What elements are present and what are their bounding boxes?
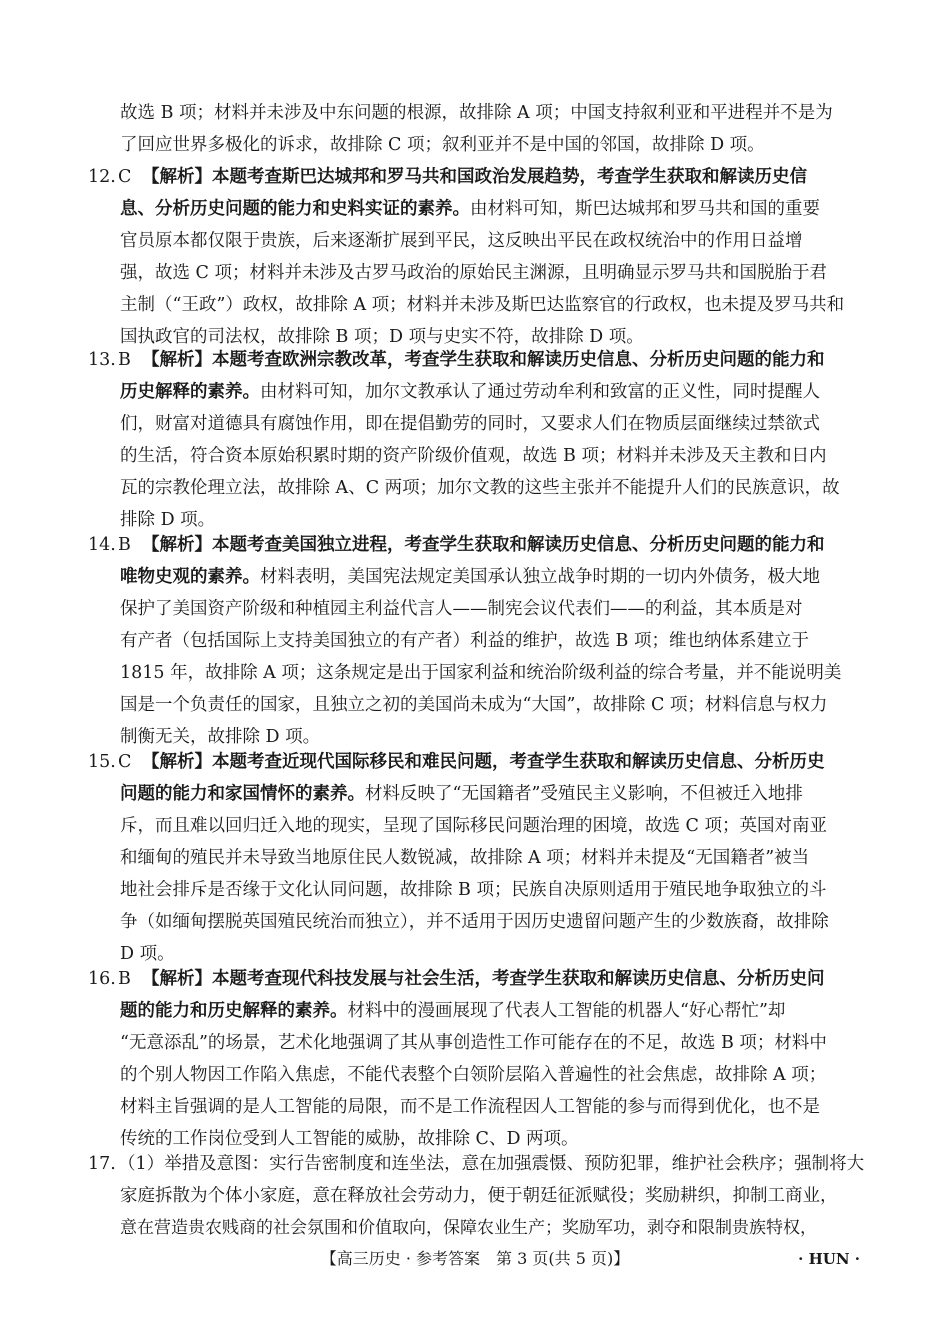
text-line: 材料表明，美国宪法规定美国承认独立战争时期的一切内外债务，极大地 bbox=[260, 567, 820, 587]
text-line: 排除 D 项。 bbox=[120, 510, 216, 530]
text-line: D 项。 bbox=[120, 944, 175, 964]
text-line: 强，故选 C 项；材料并未涉及古罗马政治的原始民主渊源，且明确显示罗马共和国脱胎于君 bbox=[120, 263, 828, 283]
question-14-header bbox=[0, 529, 950, 561]
question-number: 12. bbox=[88, 167, 116, 187]
text-line bbox=[120, 778, 803, 810]
question-13-header bbox=[0, 344, 950, 376]
question-17-header bbox=[0, 1148, 950, 1180]
text-line: 主制（“王政”）政权，故排除 A 项；材料并未涉及斯巴达监察官的行政权，也未提及罗马共和 bbox=[120, 295, 845, 315]
text-line bbox=[120, 561, 820, 593]
analysis-heading-cont: 问题的能力和家国情怀的素养。 bbox=[120, 784, 365, 804]
text-line: 由材料可知，斯巴达城邦和罗马共和国的重要 bbox=[470, 199, 820, 219]
text-line: 制衡无关，故排除 D 项。 bbox=[120, 727, 321, 747]
analysis-heading-cont: 息、分析历史问题的能力和史料实证的素养。 bbox=[120, 199, 470, 219]
question-12-header bbox=[0, 161, 950, 193]
question-15-header bbox=[0, 746, 950, 778]
analysis-heading: 【解析】本题考查美国独立进程，考查学生获取和解读历史信息、分析历史问题的能力和 bbox=[142, 535, 825, 555]
text-line bbox=[120, 376, 820, 408]
text-line: 传统的工作岗位受到人工智能的威胁，故排除 C、D 两项。 bbox=[120, 1129, 579, 1149]
text-line bbox=[120, 193, 820, 225]
text-line: 保护了美国资产阶级和种植园主利益代言人——制宪会议代表们——的利益，其本质是对 bbox=[120, 599, 803, 619]
answer-letter: B bbox=[118, 535, 131, 555]
question-number: 14. bbox=[88, 535, 116, 555]
page-footer: 【高三历史 · 参考答案 第 3 页(共 5 页)】 bbox=[320, 1249, 630, 1268]
text-line: 斥，而且难以回归迁入地的现实，呈现了国际移民问题治理的困境，故选 C 项；英国对南亚 bbox=[120, 816, 828, 836]
text-line: （1）举措及意图：实行告密制度和连坐法，意在加强震慑、预防犯罪，维护社会秩序；强制将大 bbox=[118, 1154, 865, 1174]
text-line: 地社会排斥是否缘于文化认同问题，故排除 B 项；民族自决原则适用于殖民地争取独立的斗 bbox=[120, 880, 827, 900]
text-line: 和缅甸的殖民并未导致当地原住民人数锐减，故排除 A 项；材料并未提及“无国籍者”被当 bbox=[120, 848, 810, 868]
text-line: 了回应世界多极化的诉求，故排除 C 项；叙利亚并不是中国的邻国，故排除 D 项。 bbox=[120, 135, 765, 155]
analysis-heading-cont: 题的能力和历史解释的素养。 bbox=[120, 1001, 348, 1021]
question-number: 16. bbox=[88, 969, 116, 989]
text-line: 1815 年，故排除 A 项；这条规定是出于国家利益和统治阶级利益的综合考量，并不能说明美 bbox=[120, 663, 842, 683]
text-line: 的生活，符合资本原始积累时期的资产阶级价值观，故选 B 项；材料并未涉及天主教和日内 bbox=[120, 446, 827, 466]
question-16-header bbox=[0, 963, 950, 995]
analysis-heading: 【解析】本题考查现代科技发展与社会生活，考查学生获取和解读历史信息、分析历史问 bbox=[142, 969, 825, 989]
text-line: 瓦的宗教伦理立法，故排除 A、C 两项；加尔文教的这些主张并不能提升人们的民族意识，故 bbox=[120, 478, 840, 498]
answer-letter: B bbox=[118, 969, 131, 989]
text-line: 国是一个负责任的国家，且独立之初的美国尚未成为“大国”，故排除 C 项；材料信息与权力 bbox=[120, 695, 828, 715]
text-line bbox=[120, 995, 785, 1027]
text-line: 争（如缅甸摆脱英国殖民统治而独立），并不适用于因历史遗留问题产生的少数族裔，故排除 bbox=[120, 912, 829, 932]
text-line: 由材料可知，加尔文教承认了通过劳动牟利和致富的正义性，同时提醒人 bbox=[260, 382, 820, 402]
text-line: 们，财富对道德具有腐蚀作用，即在提倡勤劳的同时，又要求人们在物质层面继续过禁欲式 bbox=[120, 414, 820, 434]
text-line: 国执政官的司法权，故排除 B 项；D 项与史实不符，故排除 D 项。 bbox=[120, 327, 644, 347]
analysis-heading-cont: 历史解释的素养。 bbox=[120, 382, 260, 402]
analysis-heading: 【解析】本题考查欧洲宗教改革，考查学生获取和解读历史信息、分析历史问题的能力和 bbox=[142, 350, 825, 370]
text-line: 有产者（包括国际上支持美国独立的有产者）利益的维护，故选 B 项；维也纳体系建立于 bbox=[120, 631, 809, 651]
analysis-heading: 【解析】本题考查斯巴达城邦和罗马共和国政治发展趋势，考查学生获取和解读历史信 bbox=[142, 167, 807, 187]
text-line: 官员原本都仅限于贵族，后来逐渐扩展到平民，这反映出平民在政权统治中的作用日益增 bbox=[120, 231, 803, 251]
text-line: 的个别人物因工作陷入焦虑，不能代表整个白领阶层陷入普遍性的社会焦虑，故排除 A 项； bbox=[120, 1065, 827, 1085]
text-line: 家庭拆散为个体小家庭，意在释放社会劳动力，便于朝廷征派赋役；奖励耕织，抑制工商业， bbox=[120, 1186, 838, 1206]
footer-code: · HUN · bbox=[798, 1250, 860, 1268]
answer-letter: B bbox=[118, 350, 131, 370]
question-number: 13. bbox=[88, 350, 116, 370]
text-line: 故选 B 项；材料并未涉及中东问题的根源，故排除 A 项；中国支持叙利亚和平进程并不是为 bbox=[120, 103, 833, 123]
answer-letter: C bbox=[118, 752, 132, 772]
answer-letter: C bbox=[118, 167, 132, 187]
analysis-heading-cont: 唯物史观的素养。 bbox=[120, 567, 260, 587]
question-number: 15. bbox=[88, 752, 116, 772]
analysis-heading: 【解析】本题考查近现代国际移民和难民问题，考查学生获取和解读历史信息、分析历史 bbox=[142, 752, 825, 772]
text-line: 意在营造贵农贱商的社会氛围和价值取向，保障农业生产；奖励军功，剥夺和限制贵族特权， bbox=[120, 1218, 817, 1238]
text-line: “无意添乱”的场景，艺术化地强调了其从事创造性工作可能存在的不足，故选 B 项；材料中 bbox=[120, 1033, 827, 1053]
text-line: 材料反映了“无国籍者”受殖民主义影响，不但被迁入地排 bbox=[365, 784, 803, 804]
text-line: 材料主旨强调的是人工智能的局限，而不是工作流程因人工智能的参与而得到优化，也不是 bbox=[120, 1097, 820, 1117]
question-number: 17. bbox=[88, 1154, 116, 1174]
text-line: 材料中的漫画展现了代表人工智能的机器人“好心帮忙”却 bbox=[347, 1001, 786, 1021]
